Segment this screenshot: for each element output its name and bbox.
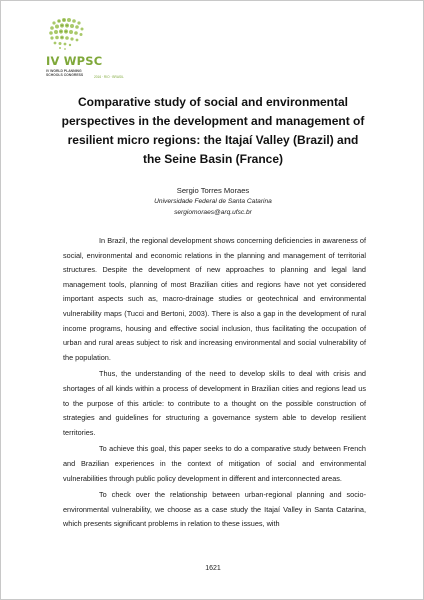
congress-logo-subtitle-1: IV WORLD PLANNING [46,69,82,73]
body-paragraph: To check over the relationship between urban-regional planning and socio-environmental vulnerability, we choose as a case study the Itajaí Valley in Santa Catarina, which presents significant problems in relation to these issues, with [63,490,366,529]
congress-logo-subtitle-2: SCHOOLS CONGRESS [46,73,84,77]
body-paragraph: In Brazil, the regional development shows concerning deficiencies in awareness of social, environmental and economic relations in the planning and management of territorial structures. Despite the development of new approaches to planning and legal land management tools, planning of most Brazilian cities and regions have not yet considered important aspects such as, macro-drainage studies or geotechnical and environmental vulnerability maps (Tucci and Bertoni, 2003). There is also a gap in the development of rural income programs, housing and effective social inclusion, thus facilitating the occupation of urban and rural areas subject to risk and increasing environmental and social vulnerability of the population. [63,236,366,362]
globe-grid-icon [46,17,106,55]
author-email: sergiomoraes@arq.ufsc.br [174,209,252,216]
congress-logo [46,17,176,87]
page-number: 1621 [205,565,221,572]
paper-title: Comparative study of social and environmental perspectives in the development and management of resilient micro regions: the Itajaí Valley (Brazil) and the Seine Basin (France) [61,95,365,166]
author-name: Sergio Torres Moraes [176,186,250,195]
author-affiliation: Universidade Federal de Santa Catarina [154,198,272,205]
congress-logo-tagline: 2016 · RIO · BRASIL [94,75,124,79]
congress-logo-title: IV WPSC [46,54,103,68]
body-paragraph: To achieve this goal, this paper seeks to do a comparative study between French and Brazilian experiences in the context of mitigation of social and environmental vulnerabilities through public policy development in different and interconnected areas. [63,444,366,483]
body-paragraph: Thus, the understanding of the need to develop skills to deal with crisis and shortages of all kinds within a process of development in Brazilian cities and regions lead us to the purpose of this article: to contribute to a thought on the possible construction of strategies and guidelines for structuring a governance system able to develop resilient territories. [63,369,366,437]
paper-body [63,234,366,534]
